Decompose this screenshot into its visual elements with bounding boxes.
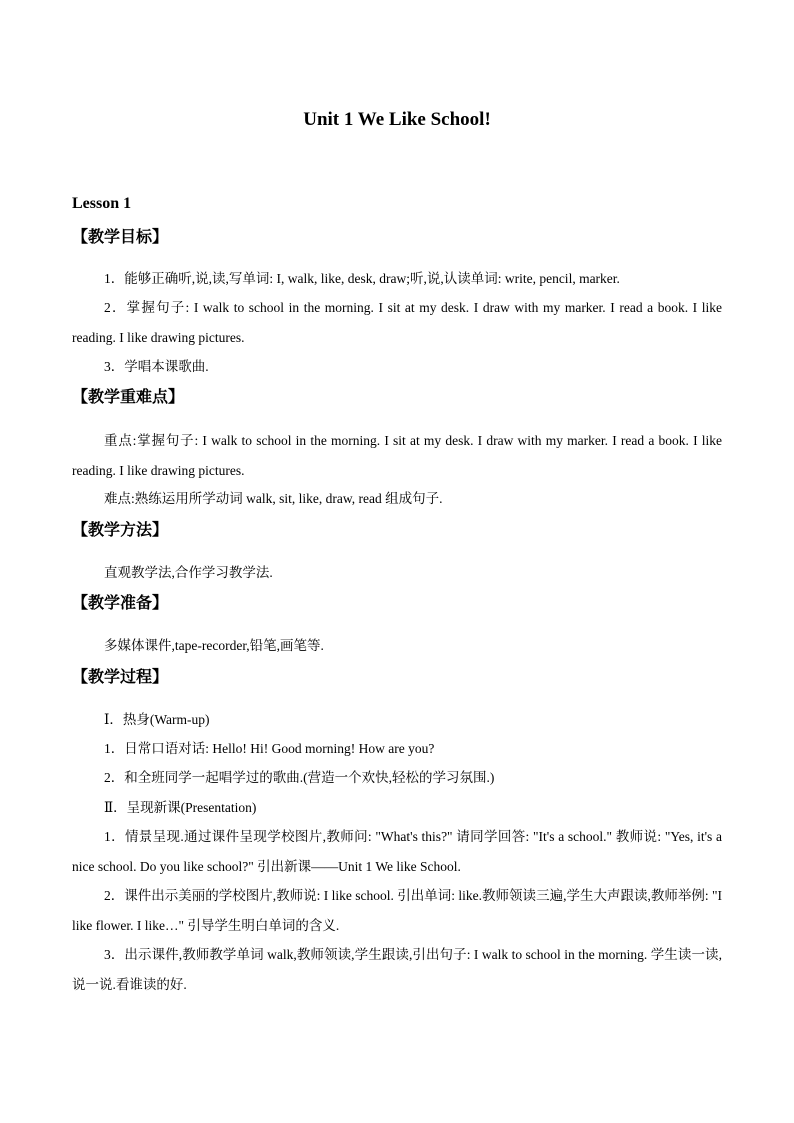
heading-keypoints: 【教学重难点】 — [72, 387, 185, 406]
keypoint-item-1: 重点:掌握句子: I walk to school in the morning. I sit at my desk. I draw with my marker. I read a book. I like reading. I like drawing pictures. — [72, 433, 722, 478]
process-item-5: 3．出示课件,教师教学单词 walk,教师领读,学生跟读,引出句子: I walk to school in the morning. 学生读一读,说一说.看谁读的好. — [72, 947, 722, 992]
process-item-presentation: Ⅱ．呈现新课(Presentation) — [104, 800, 257, 815]
process-item-2: 2．和全班同学一起唱学过的歌曲.(营造一个欢快,轻松的学习氛围.) — [104, 770, 495, 785]
keypoint-item-2: 难点:熟练运用所学动词 walk, sit, like, draw, read 组成句子. — [104, 491, 443, 506]
preparation-item-1: 多媒体课件,tape-recorder,铅笔,画笔等. — [104, 638, 324, 653]
document-title: Unit 1 We Like School! — [303, 109, 491, 130]
methods-item-1: 直观教学法,合作学习教学法. — [104, 565, 273, 580]
process-item-1: 1．日常口语对话: Hello! Hi! Good morning! How are you? — [104, 741, 435, 756]
lesson-label: Lesson 1 — [72, 195, 132, 212]
process-item-warmup: Ⅰ．热身(Warm-up) — [104, 712, 210, 727]
heading-objectives: 【教学目标】 — [72, 227, 169, 246]
objective-item-1: 1．能够正确听,说,读,写单词: I, walk, like, desk, draw;听,说,认读单词: write, pencil, marker. — [104, 271, 620, 286]
heading-process: 【教学过程】 — [72, 667, 169, 686]
objective-item-3: 3．学唱本课歌曲. — [104, 359, 209, 374]
heading-methods: 【教学方法】 — [72, 520, 169, 539]
process-item-4: 2．课件出示美丽的学校图片,教师说: I like school. 引出单词: like.教师领读三遍,学生大声跟读,教师举例: "I like flower. I like…" 引导学生明白单词的含义. — [72, 888, 722, 933]
heading-preparation: 【教学准备】 — [72, 593, 169, 612]
process-item-3: 1．情景呈现.通过课件呈现学校图片,教师问: "What's this?" 请同学回答: "It's a school." 教师说: "Yes, it's a nice school. Do you like school?" 引出新课——Unit 1 We like School. — [72, 829, 722, 874]
objective-item-2: 2．掌握句子: I walk to school in the morning. I sit at my desk. I draw with my marker. I read a book. I like reading. I like drawing pictures. — [72, 300, 722, 345]
